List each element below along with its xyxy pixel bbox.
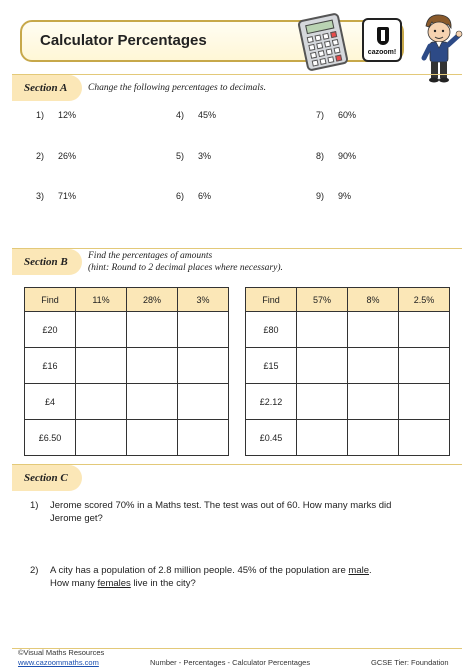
answer-cell[interactable] [297,312,348,348]
footer-topic: Number - Percentages - Calculator Percentages [150,658,311,667]
answer-cell[interactable] [399,348,450,384]
logo-text: cazoom! [367,49,397,56]
answer-cell[interactable] [297,384,348,420]
footer-copyright: ©Visual Maths Resources [18,648,105,657]
section-b-instruction [88,250,283,274]
answer-cell[interactable] [76,384,127,420]
table2-amount: £15 [246,348,297,384]
table1-header: Find [25,288,76,312]
section-b-instruction-line1: Find the percentages of amounts [88,251,213,261]
answer-cell[interactable] [178,312,229,348]
answer-cell[interactable] [127,348,178,384]
question-a5: 5) 3% [176,151,212,161]
table2-header: 57% [297,288,348,312]
answer-cell[interactable] [76,420,127,456]
answer-cell[interactable] [297,348,348,384]
percentage-table-2 [245,287,450,456]
section-b-instruction-line2: (hint: Round to 2 decimal places where necessary). [88,263,283,273]
question-a4: 4) 45% [176,110,217,120]
question-a8: 8) 90% [316,151,357,161]
section-a-divider [12,74,462,75]
question-a9: 9) 9% [316,191,352,201]
answer-cell[interactable] [399,420,450,456]
table1-amount: £6.50 [25,420,76,456]
question-a6: 6) 6% [176,191,212,201]
answer-cell[interactable] [127,384,178,420]
table1-amount: £20 [25,312,76,348]
answer-cell[interactable] [178,384,229,420]
section-a-instruction: Change the following percentages to decimals. [88,83,267,93]
answer-cell[interactable] [348,312,399,348]
table1-amount: £4 [25,384,76,420]
answer-cell[interactable] [76,348,127,384]
table2-header: 2.5% [399,288,450,312]
table1-amount: £16 [25,348,76,384]
section-a-label: Section A [12,75,82,101]
question-a3: 3) 71% [36,191,77,201]
table2-amount: £80 [246,312,297,348]
answer-cell[interactable] [348,420,399,456]
answer-cell[interactable] [348,348,399,384]
table1-header: 3% [178,288,229,312]
answer-cell[interactable] [76,312,127,348]
section-c-divider [12,464,462,465]
answer-cell[interactable] [127,312,178,348]
table2-header: Find [246,288,297,312]
question-a7: 7) 60% [316,110,357,120]
section-c-label: Section C [12,465,82,491]
answer-cell[interactable] [178,420,229,456]
footer-tier: GCSE Tier: Foundation [371,658,449,667]
page-title: Calculator Percentages [40,32,207,49]
percentage-table-1 [24,287,229,456]
answer-cell[interactable] [399,384,450,420]
cazoom-logo [362,18,402,62]
table2-amount: £2.12 [246,384,297,420]
footer-website-link[interactable]: www.cazoommaths.com [18,658,99,667]
answer-cell[interactable] [399,312,450,348]
answer-cell[interactable] [348,384,399,420]
table1-header: 11% [76,288,127,312]
answer-cell[interactable] [127,420,178,456]
table1-header: 28% [127,288,178,312]
section-b-label: Section B [12,249,82,275]
question-a2: 2) 26% [36,151,77,161]
table2-amount: £0.45 [246,420,297,456]
section-b-divider [12,248,462,249]
table2-header: 8% [348,288,399,312]
answer-cell[interactable] [178,348,229,384]
answer-cell[interactable] [297,420,348,456]
question-a1: 1) 12% [36,110,77,120]
